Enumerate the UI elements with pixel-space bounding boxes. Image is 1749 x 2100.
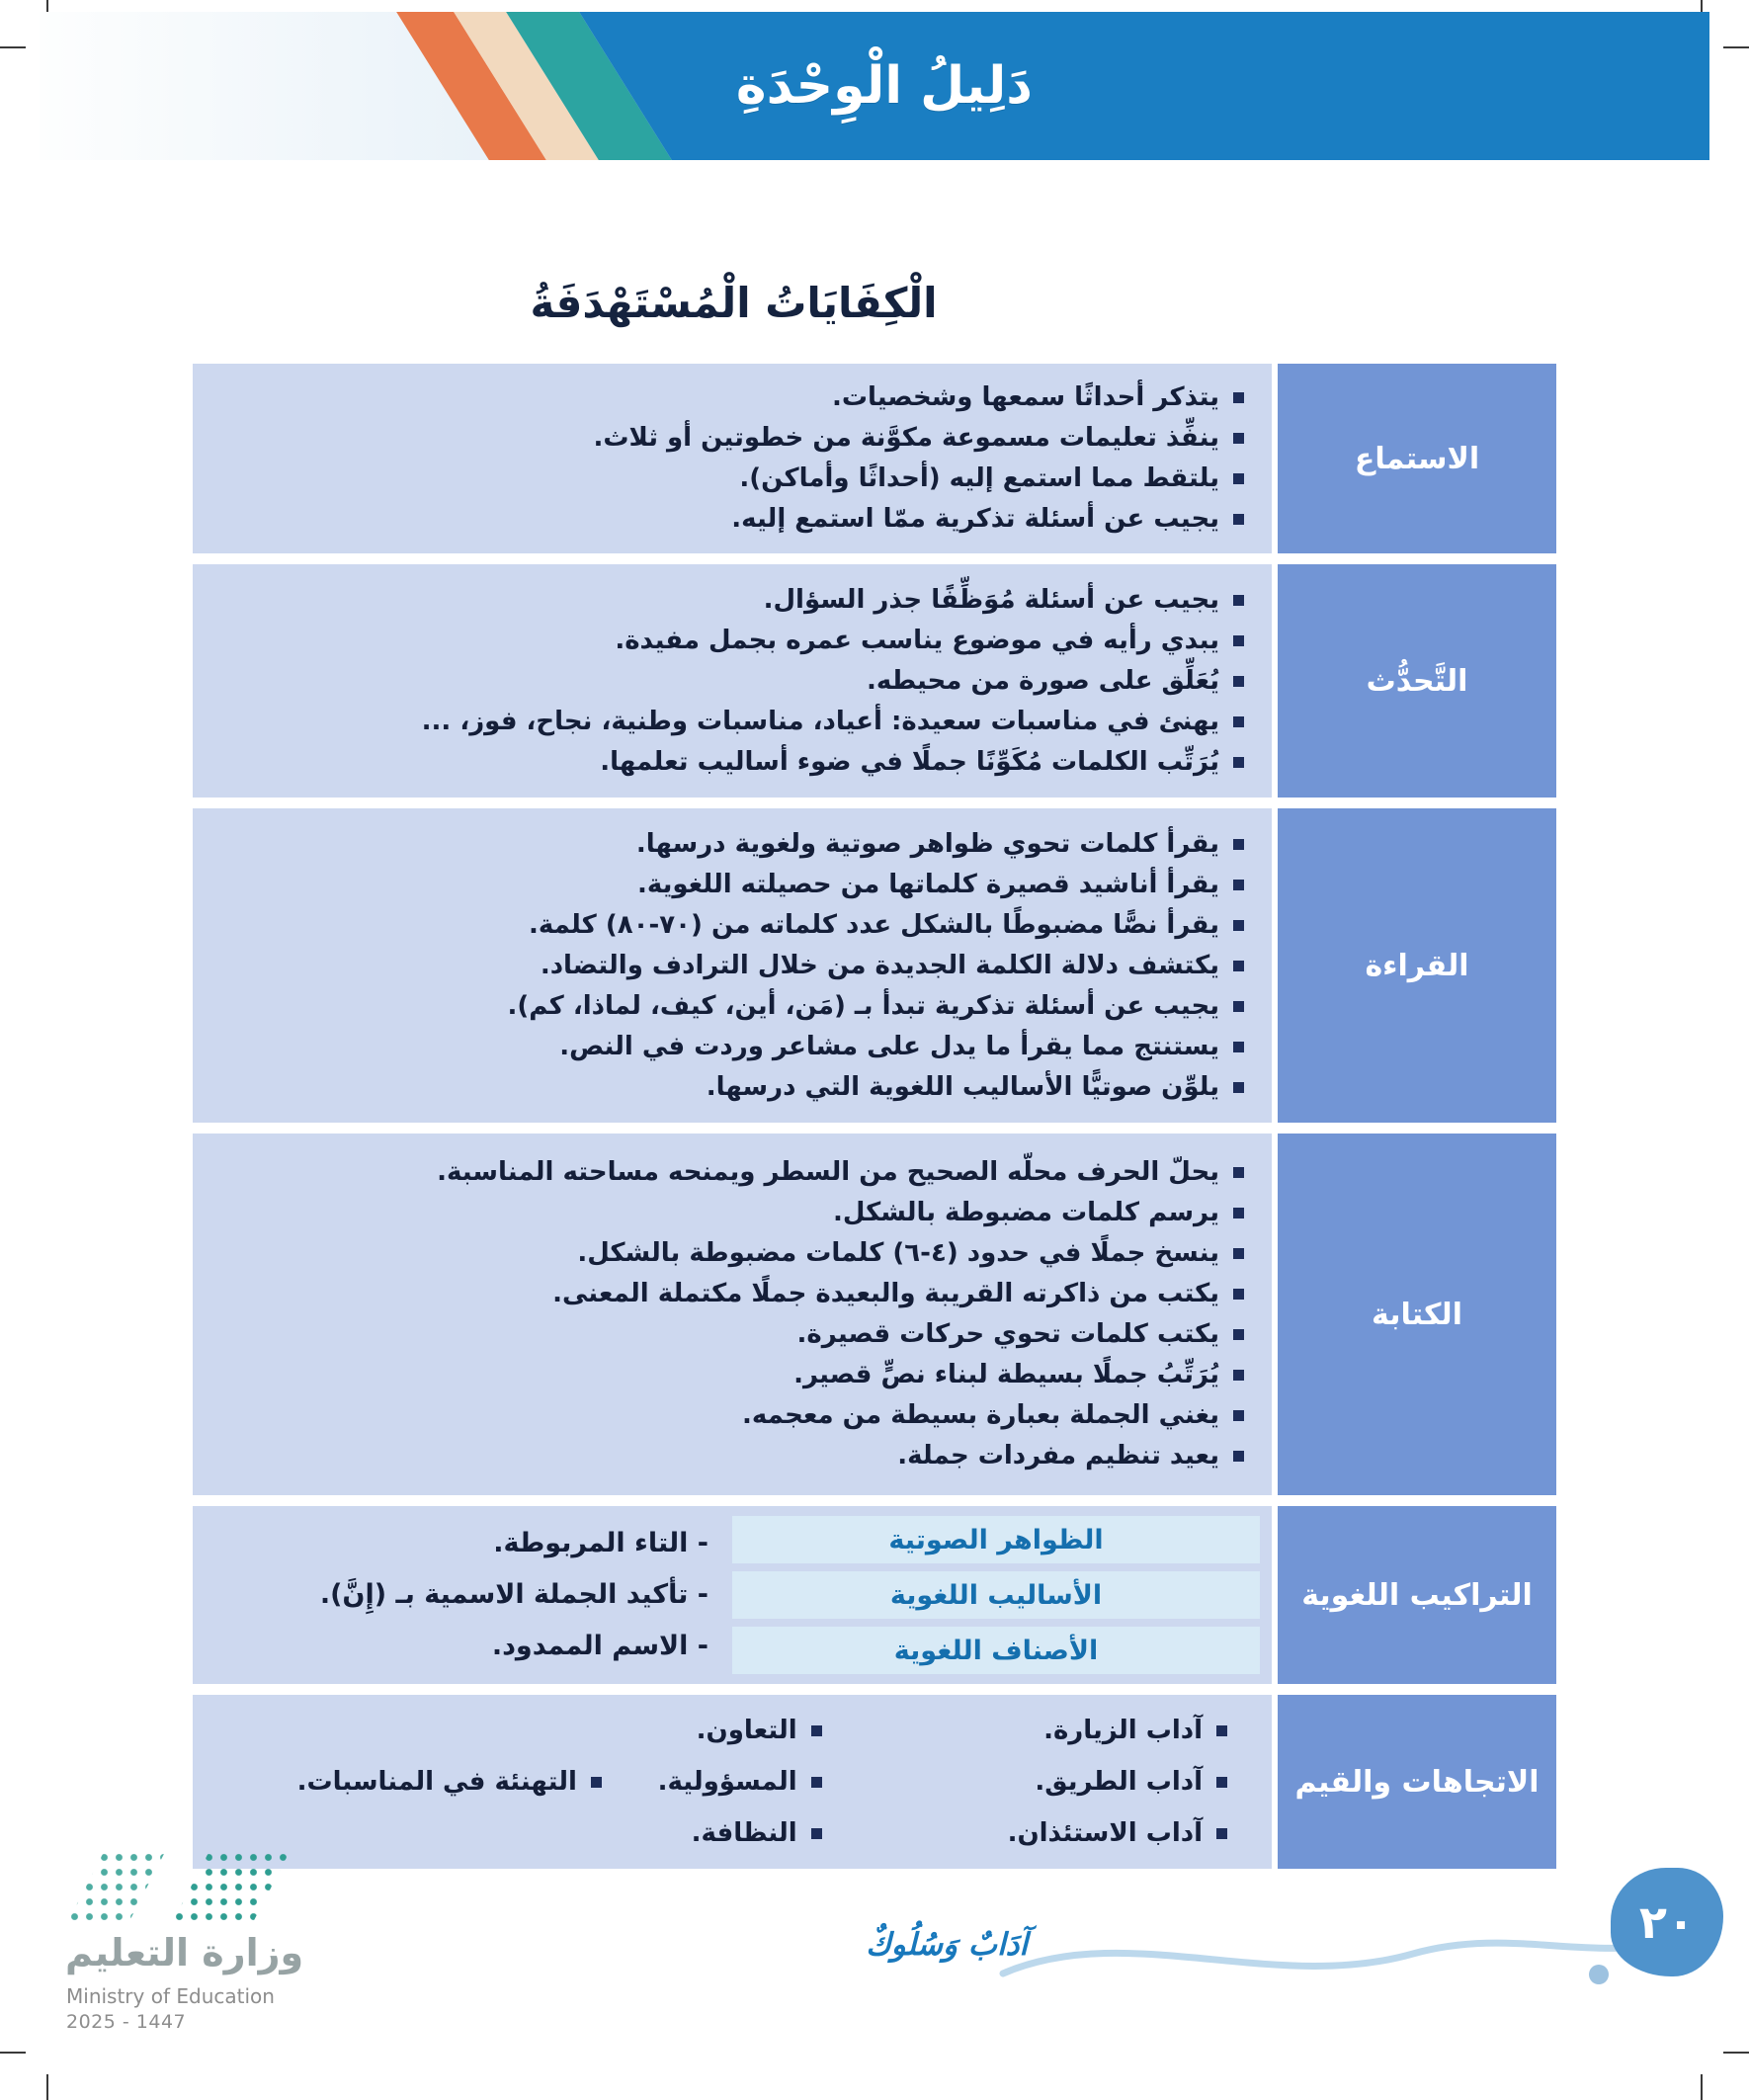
competency-text: ينسخ جملًا في حدود (٤-٦) كلمات مضبوطة بالشكل. <box>577 1238 1219 1268</box>
logo-dots-icon <box>67 1850 166 1923</box>
bullet-square-icon <box>1233 1410 1244 1421</box>
bullet-square-icon <box>1233 1001 1244 1012</box>
bullet-square-icon <box>1233 1329 1244 1340</box>
competency-text: يعيد تنظيم مفردات جملة. <box>897 1441 1219 1470</box>
table-row-reading <box>193 808 1556 1123</box>
competency-text: يتذكر أحداثًا سمعها وشخصيات. <box>831 382 1219 412</box>
competency-text: يُعَلِّق على صورة من محيطه. <box>866 665 1219 696</box>
table-row-writing <box>193 1134 1556 1495</box>
bullet-square-icon <box>1233 1082 1244 1093</box>
row-label-structures: التراكيب اللغوية <box>1278 1506 1556 1684</box>
competency-item <box>212 905 1244 946</box>
bullet-square-icon <box>1216 1725 1227 1736</box>
category-box: الأساليب اللغوية <box>732 1571 1260 1619</box>
value-text: المسؤولية. <box>657 1767 797 1797</box>
competency-text: يكتب كلمات تحوي حركات قصيرة. <box>796 1319 1219 1349</box>
crop-mark <box>0 46 26 48</box>
category-box: الظواهر الصوتية <box>732 1516 1260 1563</box>
competency-item <box>212 378 1244 418</box>
bullet-square-icon <box>1216 1828 1227 1839</box>
competency-item <box>212 986 1244 1027</box>
row-cell-speaking <box>193 564 1272 798</box>
row-label-values: الاتجاهات والقيم <box>1278 1695 1556 1869</box>
bullet-square-icon <box>1233 514 1244 525</box>
value-text: التعاون. <box>696 1716 797 1745</box>
bullet-square-icon <box>811 1725 822 1736</box>
logo-dots-icon <box>172 1850 291 1923</box>
competency-item <box>212 1233 1244 1274</box>
bullet-square-icon <box>1233 1167 1244 1178</box>
competency-item <box>212 1436 1244 1476</box>
value-text: آداب الطريق. <box>1035 1767 1203 1797</box>
values-column-3 <box>193 1711 614 1853</box>
competency-item <box>212 1152 1244 1193</box>
competency-item <box>212 1027 1244 1067</box>
competency-item <box>212 459 1244 499</box>
table-row-values <box>193 1695 1556 1869</box>
competency-item <box>212 499 1244 540</box>
competency-text: يبدي رأيه في موضوع يناسب عمره بجمل مفيدة. <box>615 625 1219 655</box>
bullet-square-icon <box>1233 1370 1244 1381</box>
bullet-square-icon <box>811 1777 822 1788</box>
competency-text: يجيب عن أسئلة تذكرية ممّا استمع إليه. <box>731 504 1219 534</box>
table-row-speaking <box>193 564 1556 798</box>
structure-detail-item: - التاء المربوطة. <box>493 1528 708 1558</box>
competency-item <box>212 1355 1244 1395</box>
edition-year: 2025 - 1447 <box>66 2011 187 2033</box>
row-label-speaking: التَّحدُّث <box>1278 564 1556 798</box>
crop-mark <box>1701 2074 1703 2100</box>
ministry-logo <box>61 1850 358 2038</box>
bullet-square-icon <box>591 1777 602 1788</box>
value-item <box>614 1762 822 1802</box>
competency-item <box>212 1274 1244 1314</box>
bullet-square-icon <box>1233 676 1244 687</box>
row-label-reading: القراءة <box>1278 808 1556 1123</box>
bullet-square-icon <box>1233 920 1244 931</box>
competency-text: يلوِّن صوتيًّا الأساليب اللغوية التي درسها. <box>706 1071 1219 1102</box>
header-banner <box>40 12 1709 160</box>
competency-text: ينفِّذ تعليمات مسموعة مكوَّنة من خطوتين أو ثلاث. <box>593 423 1219 453</box>
bullet-square-icon <box>1233 392 1244 403</box>
value-text: التهنئة في المناسبات. <box>296 1767 577 1797</box>
structure-details <box>205 1516 724 1674</box>
competency-text: يجيب عن أسئلة تذكرية تبدأ بـ (مَن، أين، كيف، لماذا، كم). <box>507 990 1219 1021</box>
bullet-square-icon <box>1233 1289 1244 1300</box>
competency-text: يقرأ نصًّا مضبوطًا بالشكل عدد كلماته من (٧٠-٨٠) كلمة. <box>528 909 1219 940</box>
value-item <box>916 1711 1227 1750</box>
competency-text: يجيب عن أسئلة مُوَظِّفًا جذر السؤال. <box>763 584 1219 615</box>
competency-text: يكتب من ذاكرته القريبة والبعيدة جملًا مكتملة المعنى. <box>552 1279 1219 1308</box>
page-title: الْكِفَايَاتُ الْمُسْتَهْدَفَةُ <box>530 279 938 327</box>
value-text: آداب الاستئذان. <box>1007 1818 1203 1848</box>
competencies-table <box>193 364 1556 1869</box>
bullet-square-icon <box>1233 473 1244 484</box>
value-item <box>193 1762 602 1802</box>
value-item <box>614 1711 822 1750</box>
competency-item <box>212 824 1244 865</box>
competency-item <box>212 702 1244 742</box>
row-cell-values <box>193 1695 1272 1869</box>
bullet-square-icon <box>1233 1451 1244 1462</box>
bullet-square-icon <box>1233 1248 1244 1259</box>
bullet-square-icon <box>1233 880 1244 890</box>
bullet-square-icon <box>1216 1777 1227 1788</box>
value-text: النظافة. <box>691 1818 797 1848</box>
page-number-dot-icon <box>1589 1965 1609 1984</box>
competency-item <box>212 1314 1244 1355</box>
decorative-wave <box>998 1912 1680 2001</box>
bullet-square-icon <box>1233 757 1244 768</box>
value-text: آداب الزيارة. <box>1043 1716 1203 1745</box>
row-cell-structures <box>193 1506 1272 1684</box>
values-column-2 <box>614 1711 916 1853</box>
crop-mark <box>1723 46 1749 48</box>
bullet-square-icon <box>1233 716 1244 727</box>
competency-item <box>212 946 1244 986</box>
table-row-listening <box>193 364 1556 553</box>
competency-item <box>212 1395 1244 1436</box>
row-cell-writing <box>193 1134 1272 1495</box>
competency-item <box>212 865 1244 905</box>
ministry-wordmark: وزارة التعليم <box>65 1931 304 1974</box>
competency-text: يقرأ كلمات تحوي ظواهر صوتية ولغوية درسها. <box>635 828 1219 859</box>
row-label-listening: الاستماع <box>1278 364 1556 553</box>
bullet-square-icon <box>1233 1208 1244 1218</box>
competency-item <box>212 621 1244 661</box>
unit-guide-title: دَلِيلُ الْوِحْدَةِ <box>735 56 1033 116</box>
ministry-name-en: Ministry of Education <box>66 1984 275 2008</box>
competency-item <box>212 661 1244 702</box>
value-item <box>916 1813 1227 1853</box>
series-title: آدَابٌ وَسُلُوكٌ <box>866 1927 1028 1963</box>
row-label-writing: الكتابة <box>1278 1134 1556 1495</box>
competency-item <box>212 742 1244 783</box>
value-item <box>916 1762 1227 1802</box>
structure-detail-item: - تأكيد الجملة الاسمية بـ (إِنَّ). <box>319 1579 708 1610</box>
category-box: الأصناف اللغوية <box>732 1627 1260 1674</box>
competency-text: يكتشف دلالة الكلمة الجديدة من خلال الترادف والتضاد. <box>540 950 1219 980</box>
competency-text: يغني الجملة بعبارة بسيطة من معجمه. <box>742 1400 1219 1430</box>
competency-item <box>212 580 1244 621</box>
value-item <box>614 1813 822 1853</box>
crop-mark <box>1723 2052 1749 2054</box>
row-cell-reading <box>193 808 1272 1123</box>
structure-detail-item: - الاسم الممدود. <box>491 1631 708 1661</box>
competency-text: يُرَتِّبُ جملًا بسيطة لبناء نصٍّ قصير. <box>793 1360 1219 1389</box>
bullet-square-icon <box>1233 961 1244 971</box>
competency-text: يحلّ الحرف محلّه الصحيح من السطر ويمنحه مساحته المناسبة. <box>437 1157 1219 1187</box>
competency-text: يهنئ في مناسبات سعيدة: أعياد، مناسبات وطنية، نجاح، فوز، ... <box>421 706 1219 736</box>
bullet-square-icon <box>811 1828 822 1839</box>
bullet-square-icon <box>1233 433 1244 444</box>
competency-text: يُرَتِّب الكلمات مُكَوِّنًا جملًا في ضوء أساليب تعلمها. <box>600 746 1219 777</box>
competency-text: يرسم كلمات مضبوطة بالشكل. <box>833 1198 1219 1227</box>
crop-mark <box>0 2052 26 2054</box>
structure-categories <box>732 1516 1260 1674</box>
competency-text: يقرأ أناشيد قصيرة كلماتها من حصيلته اللغوية. <box>636 869 1219 899</box>
bullet-square-icon <box>1233 595 1244 606</box>
competency-item <box>212 1193 1244 1233</box>
bullet-square-icon <box>1233 1042 1244 1052</box>
bullet-square-icon <box>1233 839 1244 850</box>
competency-text: يستنتج مما يقرأ ما يدل على مشاعر وردت في النص. <box>559 1031 1219 1061</box>
values-column-1 <box>916 1711 1272 1853</box>
competency-text: يلتقط مما استمع إليه (أحداثًا وأماكن). <box>739 463 1219 493</box>
page-number-badge: ٢٠ <box>1611 1868 1723 1976</box>
competency-item <box>212 418 1244 459</box>
bullet-square-icon <box>1233 635 1244 646</box>
table-row-structures <box>193 1506 1556 1684</box>
crop-mark <box>46 2074 48 2100</box>
competency-item <box>212 1067 1244 1108</box>
row-cell-listening <box>193 364 1272 553</box>
